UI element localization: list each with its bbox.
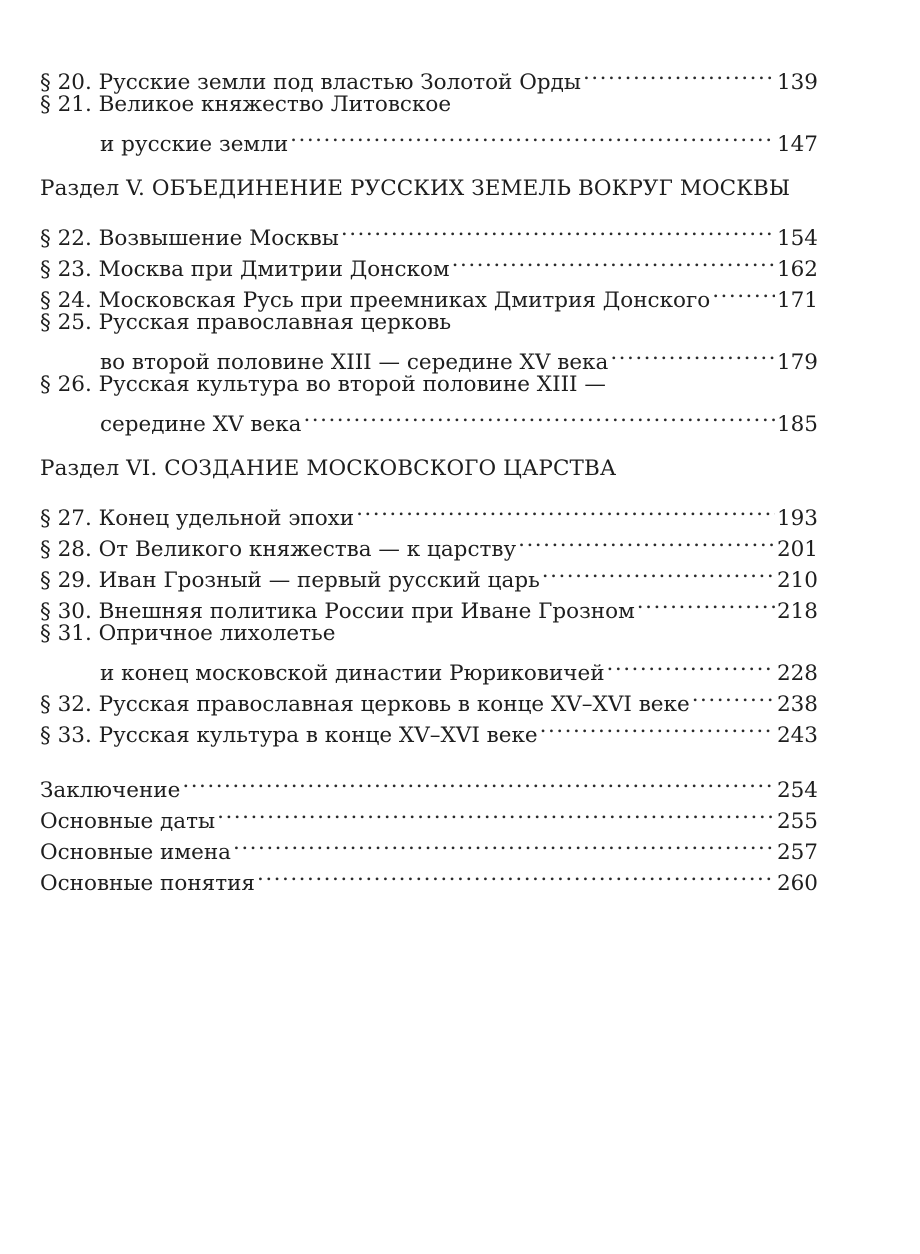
dot-leader	[182, 766, 775, 797]
toc-entry-page: 210	[776, 568, 818, 593]
dot-leader	[607, 649, 775, 680]
toc-entry-title: и русские земли	[100, 132, 289, 157]
toc-entry-page: 185	[776, 412, 818, 437]
toc-entry[interactable]	[40, 766, 818, 803]
toc-entry-page: 228	[776, 661, 818, 686]
toc-part4-tail	[40, 58, 818, 157]
dot-leader	[540, 711, 775, 742]
toc-entry-page: 201	[776, 537, 818, 562]
toc-entry-page: 171	[776, 288, 818, 313]
dot-leader	[356, 494, 775, 525]
toc-entry-page: 139	[776, 70, 818, 95]
dot-leader	[583, 58, 775, 89]
toc-entry-page: 179	[776, 350, 818, 375]
toc-entry-page: 218	[776, 599, 818, 624]
toc-entry-page: 238	[776, 692, 818, 717]
toc-entry-title: § 33. Русская культура в конце XV–XVI веке	[40, 723, 538, 748]
toc-entry-title-line1: § 26. Русская культура во второй половине XIII —	[40, 372, 606, 397]
toc-appendix	[40, 766, 818, 896]
toc-entry-title: Заключение	[40, 778, 181, 803]
toc-entry-page: 257	[776, 840, 818, 865]
table-of-contents	[40, 58, 818, 896]
dot-leader	[712, 276, 775, 307]
toc-entry-page: 260	[776, 871, 818, 896]
toc-entry[interactable]	[40, 649, 818, 686]
dot-leader	[610, 338, 775, 369]
dot-leader	[217, 797, 775, 828]
toc-entry-title: § 23. Москва при Дмитрии Донском	[40, 257, 450, 282]
toc-entry-title: Основные даты	[40, 809, 216, 834]
toc-entry-page: 162	[776, 257, 818, 282]
dot-leader	[341, 214, 775, 245]
toc-entry-page: 147	[776, 132, 818, 157]
dot-leader	[518, 525, 775, 556]
dot-leader	[257, 859, 775, 890]
toc-entry[interactable]	[40, 120, 818, 157]
toc-entry-title: § 27. Конец удельной эпохи	[40, 506, 355, 531]
toc-entry-title: Основные имена	[40, 840, 231, 865]
toc-entry-title: середине XV века	[100, 412, 302, 437]
toc-entry-title-line1: § 31. Опричное лихолетье	[40, 621, 336, 646]
toc-entry-title: § 32. Русская православная церковь в конце XV–XVI веке	[40, 692, 690, 717]
toc-entry-title: во второй половине XIII — середине XV века	[100, 350, 609, 375]
dot-leader	[303, 400, 774, 431]
toc-entry-page: 243	[776, 723, 818, 748]
dot-leader	[452, 245, 775, 276]
toc-entry[interactable]	[40, 58, 818, 95]
toc-entry-title-line1: § 25. Русская православная церковь	[40, 310, 452, 335]
toc-entry-title: § 30. Внешняя политика России при Иване Грозном	[40, 599, 635, 624]
toc-entry-title: § 24. Московская Русь при преемниках Дмитрия Донского	[40, 288, 711, 313]
toc-entry[interactable]	[40, 338, 818, 375]
toc-entry-page: 255	[776, 809, 818, 834]
dot-leader	[290, 120, 775, 151]
dot-leader	[637, 587, 775, 618]
toc-entry-title: Основные понятия	[40, 871, 255, 896]
toc-entry-title: § 29. Иван Грозный — первый русский царь	[40, 568, 540, 593]
toc-entry-page: 193	[776, 506, 818, 531]
toc-entry-page: 154	[776, 226, 818, 251]
section-heading-v: Раздел V. ОБЪЕДИНЕНИЕ РУССКИХ ЗЕМЕЛЬ ВОКРУГ МОСКВЫ	[40, 176, 791, 201]
toc-entry-title: § 28. От Великого княжества — к царству	[40, 537, 517, 562]
toc-entry[interactable]	[40, 494, 818, 531]
toc-entry-title-line1: § 21. Великое княжество Литовское	[40, 92, 452, 117]
toc-entry-title: § 20. Русские земли под властью Золотой Орды	[40, 70, 581, 95]
section-heading-vi: Раздел VI. СОЗДАНИЕ МОСКОВСКОГО ЦАРСТВА	[40, 456, 617, 481]
dot-leader	[233, 828, 775, 859]
dot-leader	[692, 680, 775, 711]
toc-entry-title: и конец московской династии Рюриковичей	[100, 661, 605, 686]
toc-entry[interactable]	[40, 214, 818, 251]
dot-leader	[542, 556, 775, 587]
toc-entry-title: § 22. Возвышение Москвы	[40, 226, 339, 251]
toc-section-vi	[40, 494, 818, 748]
toc-section-v	[40, 214, 818, 437]
toc-entry-page: 254	[776, 778, 818, 803]
toc-entry[interactable]	[40, 400, 818, 437]
